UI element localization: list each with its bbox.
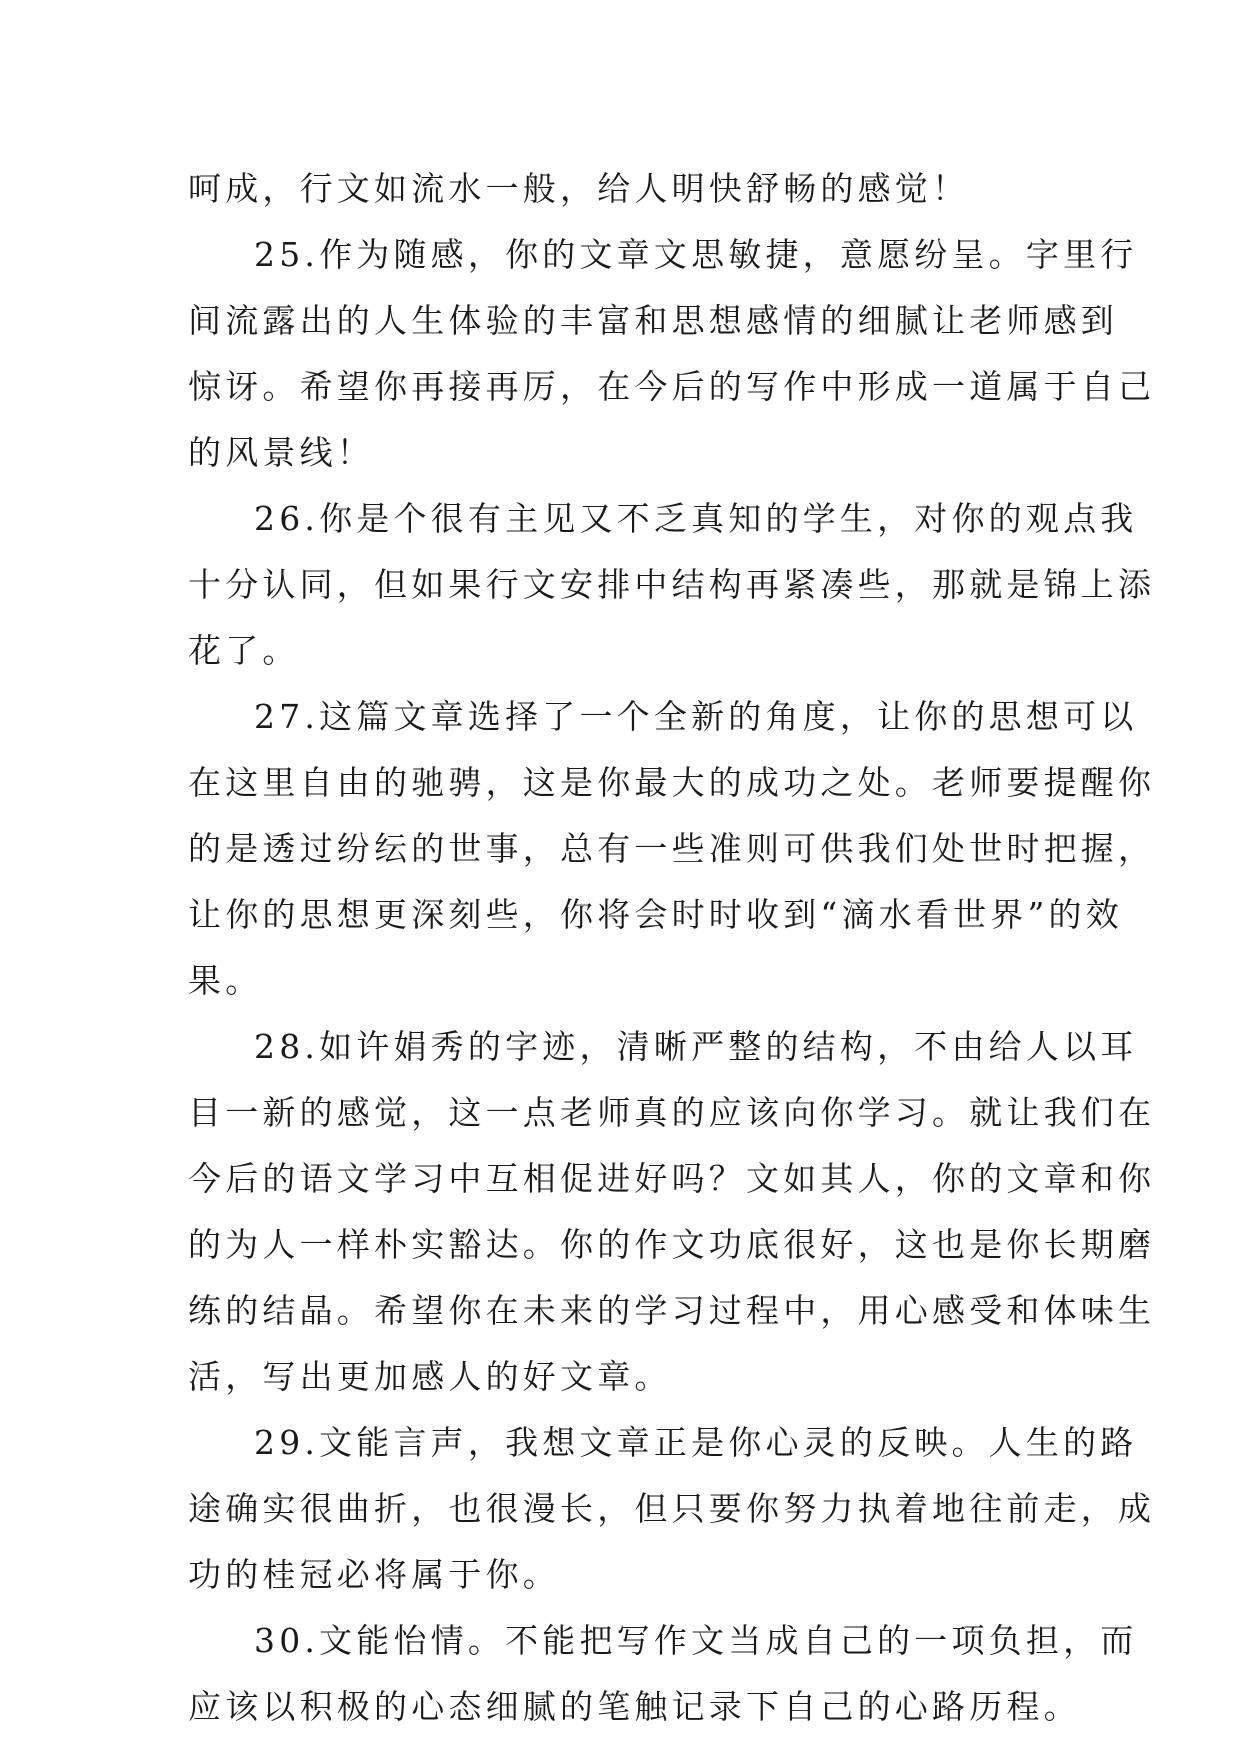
text-line: 26.你是个很有主见又不乏真知的学生，对你的观点我 [254,499,1138,538]
text-line: 27.这篇文章选择了一个全新的角度，让你的思想可以 [254,697,1138,736]
paragraph-comment-25 [188,222,1156,486]
text-line: 活，写出更加感人的好文章。 [188,1357,672,1396]
document-body [188,156,1156,1740]
text-line: 的风景线！ [188,433,374,472]
text-line: 呵成，行文如流水一般，给人明快舒畅的感觉！ [188,169,970,208]
text-line: 间流露出的人生体验的丰富和思想感情的细腻让老师感到 [188,301,1118,340]
text-line: 的是透过纷纭的世事，总有一些准则可供我们处世时把握， [188,829,1156,868]
text-line: 25.作为随感，你的文章文思敏捷，意愿纷呈。字里行 [254,235,1138,274]
text-line: 29.文能言声，我想文章正是你心灵的反映。人生的路 [254,1423,1138,1462]
text-line: 的为人一样朴实豁达。你的作文功底很好，这也是你长期磨 [188,1225,1156,1264]
paragraph-comment-27 [188,684,1156,1014]
paragraph-comment-29 [188,1410,1156,1608]
paragraph-continuation [188,156,1068,222]
paragraph-comment-30 [188,1608,1138,1740]
text-line: 今后的语文学习中互相促进好吗？文如其人，你的文章和你 [188,1159,1156,1198]
text-line: 让你的思想更深刻些，你将会时时收到“滴水看世界”的效 [188,895,1123,934]
text-line: 应该以积极的心态细腻的笔触记录下自己的心路历程。 [188,1687,1081,1726]
paragraph-comment-26 [188,486,1156,684]
text-line: 途确实很曲折，也很漫长，但只要你努力执着地往前走，成 [188,1489,1156,1528]
text-line: 功的桂冠必将属于你。 [188,1555,560,1594]
text-line: 十分认同，但如果行文安排中结构再紧凑些，那就是锦上添 [188,565,1156,604]
text-line: 果。 [188,961,263,1000]
text-line: 28.如许娟秀的字迹，清晰严整的结构，不由给人以耳 [254,1027,1138,1066]
text-line: 花了。 [188,631,300,670]
text-line: 惊讶。希望你再接再厉，在今后的写作中形成一道属于自己 [188,367,1156,406]
text-line: 目一新的感觉，这一点老师真的应该向你学习。就让我们在 [188,1093,1156,1132]
text-line: 30.文能怡情。不能把写作文当成自己的一项负担，而 [254,1621,1138,1660]
text-line: 练的结晶。希望你在未来的学习过程中，用心感受和体味生 [188,1291,1156,1330]
paragraph-comment-28 [188,1014,1156,1410]
text-line: 在这里自由的驰骋，这是你最大的成功之处。老师要提醒你 [188,763,1156,802]
